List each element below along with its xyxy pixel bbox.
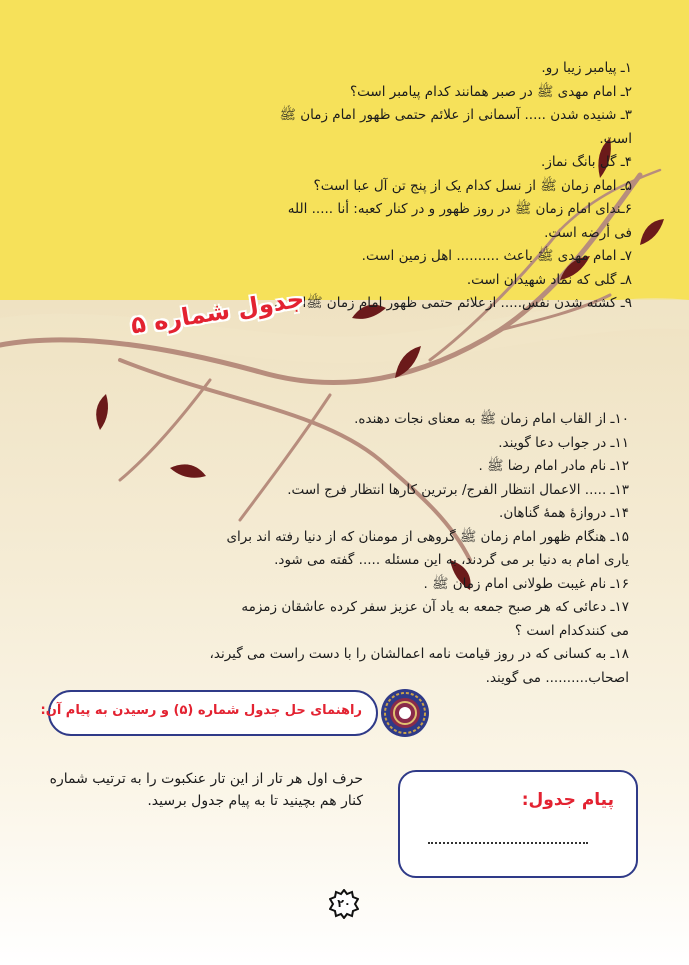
clue-item: ۳ـ شنیده شدن ..... آسمانی از علائم حتمی ظهور امام زمان ﷺ bbox=[279, 107, 632, 123]
clue-item: ۱۲ـ نام مادر امام رضا ﷺ . bbox=[478, 458, 629, 474]
clue-item: اصحاب.......... می گویند. bbox=[485, 669, 629, 686]
message-answer-line bbox=[428, 842, 588, 844]
clue-item: ۱۱ـ در جواب دعا گویند. bbox=[498, 434, 629, 451]
clue-item: ۱۳ـ ..... الاعمال انتظار الفرج/ برترین کارها انتظار فرج است. bbox=[287, 481, 629, 498]
clue-item: ۱ـ پیامبر زیبا رو. bbox=[541, 60, 632, 76]
clue-item: ۱۴ـ دروازۀ همۀ گناهان. bbox=[499, 505, 629, 521]
clue-item: ۸ـ گلی که نماد شهیدان است. bbox=[466, 271, 632, 288]
clue-item: ۲ـ امام مهدی ﷺ در صبر همانند کدام پیامبر است؟ bbox=[350, 83, 632, 100]
clue-item: ۱۷ـ دعائی که هر صبح جمعه به یاد آن عزیز سفر کرده عاشقان زمزمه bbox=[241, 599, 629, 615]
clue-item: ۱۰ـ از القاب امام زمان ﷺ به معنای نجات دهنده. bbox=[354, 411, 629, 427]
clues-list-bottom bbox=[159, 408, 629, 690]
clue-item: فی أرضه است. bbox=[544, 224, 632, 241]
clue-item: ۶ـندای امام زمان ﷺ در روز ظهور و در کنار کعبه: أنا ..... الله bbox=[287, 201, 632, 217]
clue-item: ۷ـ امام مهدی ﷺ باعث .......... اهل زمین است. bbox=[361, 248, 632, 264]
page-title: جدول شماره ۵ bbox=[128, 284, 307, 340]
message-box bbox=[398, 770, 638, 878]
guide-heading: راهنمای حل جدول شماره (۵) و رسیدن به پیام آن: bbox=[40, 703, 362, 718]
message-label: پیام جدول: bbox=[521, 790, 614, 810]
clue-item: ۱۶ـ نام غیبت طولانی امام زمان ﷺ . bbox=[423, 575, 629, 592]
clue-item: ۵ـ امام زمان ﷺ از نسل کدام یک از پنج تن آل عبا است؟ bbox=[313, 177, 632, 194]
clue-item: ۱۸ـ به کسانی که در روز قیامت نامه اعمالشان را با دست راست می گیرند، bbox=[209, 646, 629, 662]
clue-item: می کنندکدام است ؟ bbox=[514, 622, 629, 639]
guide-box bbox=[40, 690, 378, 736]
clues-list-top bbox=[22, 57, 632, 316]
clue-item: ۱۵ـ هنگام ظهور امام زمان ﷺ گروهی از مومنان که از دنیا رفته اند برای bbox=[226, 528, 629, 545]
clue-item: ۴ـ گل بانگ نماز. bbox=[541, 154, 632, 170]
instructions-text: حرف اول هر تار از این تار عنکبوت را به ترتیب شماره کنار هم بچینید تا به پیام جدول برسید. bbox=[49, 771, 363, 809]
clue-item: است. bbox=[599, 130, 632, 147]
ornament-emblem-icon bbox=[380, 688, 430, 738]
clue-item: یاری امام به دنیا بر می گردند، به این مسئله ..... گفته می شود. bbox=[274, 552, 629, 568]
clue-item: ۹ـ کشته شدن نفس..... ازعلائم حتمی ظهور امام زمان ﷺاست. bbox=[273, 295, 632, 311]
page-number: ۲۰ bbox=[337, 897, 351, 910]
